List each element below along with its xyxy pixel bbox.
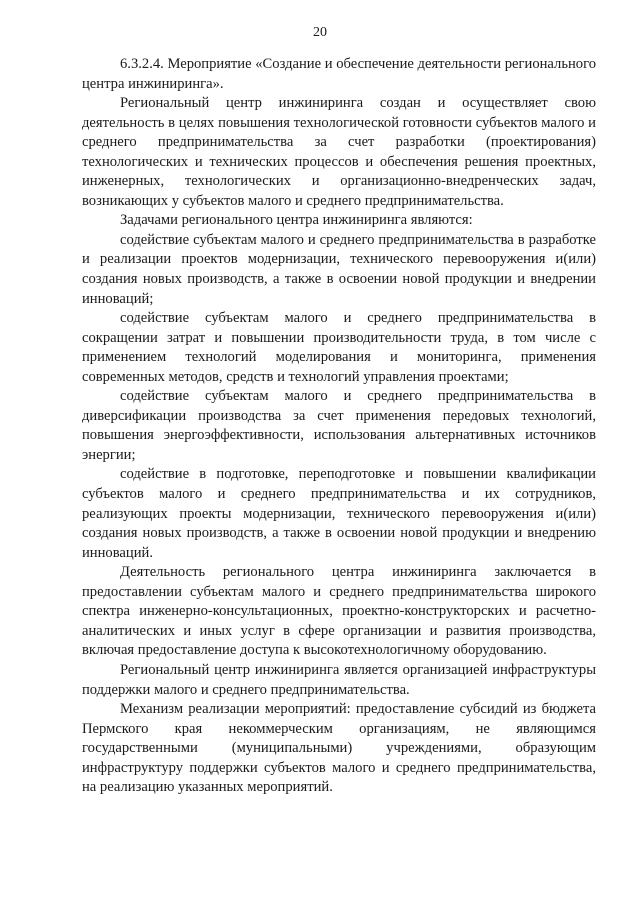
paragraph-mechanism: Механизм реализации мероприятий: предоставление субсидий из бюджета Пермского края некоммерческим организациям, не являющимся государственными (муниципальными) учреждениями, образующим инфраструктуру поддержки субъектов малого и среднего предпринимательства, на реализацию указанных мероприятий. [82, 701, 596, 796]
paragraph-center-activity: Деятельность регионального центра инжиниринга заключается в предоставлении субъектам малого и среднего предпринимательства широкого спектра инженерно-консультационных, проектно-конструкторских и расчетно-аналитических и иных услуг в сфере организации и развития производства, включая предоставление доступа к высокотехнологичному оборудованию. [82, 564, 596, 659]
paragraph-task-diversification: содействие субъектам малого и среднего предпринимательства в диверсификации производства за счет применения передовых технологий, повышения энергоэффективности, использования альтернативных источников энергии; [82, 388, 596, 463]
document-body [82, 55, 596, 798]
paragraph-task-modernization: содействие субъектам малого и среднего предпринимательства в разработке и реализации проектов модернизации, технического перевооружения и(или) создания новых производств, а также в освоении новой продукции и внедрении инноваций; [82, 231, 596, 307]
paragraph-task-cost-reduction: содействие субъектам малого и среднего предпринимательства в сокращении затрат и повышении производительности труда, в том числе с применением технологий моделирования и мониторинга, применения современных методов, средств и технологий управления проектами; [82, 310, 596, 385]
paragraph-task-training: содействие в подготовке, переподготовке и повышении квалификации субъектов малого и среднего предпринимательства и их сотрудников, реализующих проекты модернизации, технического перевооружения и(или) создания новых производств, а также в освоении новой продукции и внедрению инноваций. [82, 466, 596, 561]
paragraph-section-heading: 6.3.2.4. Мероприятие «Создание и обеспечение деятельности регионального центра инжиниринга». [82, 56, 596, 92]
paragraph-center-purpose: Региональный центр инжиниринга создан и осуществляет свою деятельность в целях повышения технологической готовности субъектов малого и среднего предпринимательства за счет разработки (проектирования) технологических и технических процессов и обеспечения решения проектных, инженерных, технологических и организационно-внедренческих задач, возникающих у субъектов малого и среднего предпринимательства. [82, 95, 596, 209]
paragraph-tasks-intro: Задачами регионального центра инжиниринга являются: [120, 212, 473, 229]
page-number: 20 [313, 25, 327, 40]
paragraph-infrastructure: Региональный центр инжиниринга является организацией инфраструктуры поддержки малого и среднего предпринимательства. [82, 661, 596, 698]
